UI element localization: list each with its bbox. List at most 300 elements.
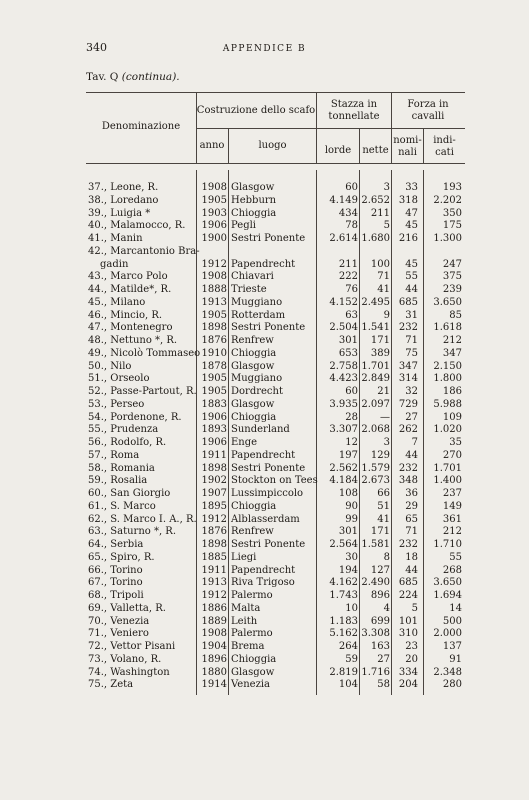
table-row xyxy=(0,564,529,577)
build-place: Sestri Ponente xyxy=(231,233,306,244)
table-row xyxy=(0,538,529,551)
build-year: 1912 xyxy=(201,513,227,525)
running-head: APPENDICE B xyxy=(222,44,307,54)
nominal-hp: 36 xyxy=(405,488,418,499)
table-row xyxy=(0,321,529,334)
nominal-hp: 18 xyxy=(405,551,418,563)
build-place: Hebburn xyxy=(231,194,277,206)
ship-name: 49., Nicolò Tommaseo xyxy=(88,347,201,359)
build-year: 1885 xyxy=(201,551,227,563)
build-place: Sestri Ponente xyxy=(231,462,306,474)
build-year: 1876 xyxy=(201,335,227,346)
build-year: 1886 xyxy=(201,602,227,614)
table-row xyxy=(0,500,529,513)
ship-name: 69., Valletta, R. xyxy=(88,602,166,614)
net-tonnage: 3 xyxy=(383,182,390,193)
table-row xyxy=(0,398,529,411)
indicated-hp: 1.701 xyxy=(433,462,462,474)
net-tonnage: 8 xyxy=(383,551,390,563)
nominal-hp: 334 xyxy=(398,666,418,678)
build-year: 1883 xyxy=(201,398,227,410)
build-year: 1898 xyxy=(201,539,227,550)
table-row xyxy=(0,372,529,385)
header-sub-rule xyxy=(196,128,465,129)
table-row xyxy=(0,474,529,487)
build-place: Rotterdam xyxy=(231,309,286,321)
ship-name: 38., Loredano xyxy=(88,194,159,206)
build-place: Papendrecht xyxy=(231,564,296,576)
ship-name: 39., Luigia * xyxy=(88,207,151,219)
ship-name: 67., Torino xyxy=(88,577,143,589)
table-row xyxy=(0,602,529,615)
net-tonnage: 21 xyxy=(377,386,390,397)
net-tonnage: 9 xyxy=(383,309,390,321)
nominal-hp: 216 xyxy=(398,233,418,244)
build-year: 1905 xyxy=(201,309,227,321)
gross-tonnage: 99 xyxy=(345,513,358,525)
ship-name: 42., Marcantonio Bra- xyxy=(88,245,200,257)
net-tonnage: 389 xyxy=(370,347,390,359)
indicated-hp: 2.150 xyxy=(433,360,462,372)
indicated-hp: 212 xyxy=(442,335,462,346)
table-row xyxy=(0,385,529,398)
nominal-hp: 71 xyxy=(405,335,418,346)
gross-tonnage: 1.183 xyxy=(329,615,358,627)
ship-name: 71., Veniero xyxy=(88,628,149,640)
gross-tonnage: 194 xyxy=(338,564,358,576)
gross-tonnage: 264 xyxy=(338,641,358,652)
gross-tonnage: 653 xyxy=(338,347,358,359)
build-place: Chioggia xyxy=(231,500,277,512)
table-row xyxy=(0,181,529,194)
header-top-rule xyxy=(86,92,465,93)
nominal-hp: 45 xyxy=(405,220,418,232)
ship-name: 58., Romania xyxy=(88,462,155,474)
net-tonnage: — xyxy=(380,411,390,423)
table-row xyxy=(0,525,529,538)
ship-name: 41., Manin xyxy=(88,233,143,244)
nominal-hp: 44 xyxy=(405,449,418,461)
nominal-hp: 23 xyxy=(405,641,418,652)
net-tonnage: 699 xyxy=(370,615,390,627)
table-title xyxy=(86,71,180,83)
build-year: 1898 xyxy=(201,462,227,474)
net-tonnage: 71 xyxy=(377,271,390,283)
build-year: 1900 xyxy=(201,233,227,244)
ship-name: 63., Saturno *, R. xyxy=(88,526,177,538)
ship-name: 74., Washington xyxy=(88,666,170,678)
net-tonnage: 3 xyxy=(383,437,390,448)
build-place: Chioggia xyxy=(231,207,277,219)
build-place: Malta xyxy=(231,602,261,614)
gross-tonnage: 2.614 xyxy=(329,233,358,244)
gross-tonnage: 90 xyxy=(345,500,358,512)
nominal-hp: 310 xyxy=(398,628,418,640)
header-indicati: indi-cati xyxy=(433,135,456,158)
net-tonnage: 41 xyxy=(377,513,390,525)
header-forza: Forza in cavalli xyxy=(407,99,449,122)
table-row xyxy=(0,423,529,436)
nominal-hp: 32 xyxy=(405,386,418,397)
ship-name: 54., Pordenone, R. xyxy=(88,411,182,423)
build-place: Brema xyxy=(231,641,265,652)
gross-tonnage: 222 xyxy=(338,271,358,283)
gross-tonnage: 2.819 xyxy=(329,666,358,678)
indicated-hp: 239 xyxy=(442,284,462,295)
table-row xyxy=(0,449,529,462)
net-tonnage: 129 xyxy=(370,449,390,461)
build-year: 1905 xyxy=(201,373,227,385)
build-year: 1914 xyxy=(201,679,227,691)
build-year: 1912 xyxy=(201,258,227,270)
gross-tonnage: 1.743 xyxy=(329,590,358,601)
indicated-hp: 347 xyxy=(442,347,462,359)
build-place: Renfrew xyxy=(231,526,274,538)
indicated-hp: 1.618 xyxy=(433,322,462,334)
net-tonnage: 4 xyxy=(383,602,390,614)
gross-tonnage: 10 xyxy=(345,602,358,614)
page-number: 340 xyxy=(86,41,107,54)
gross-tonnage: 30 xyxy=(345,551,358,563)
build-year: 1876 xyxy=(201,526,227,538)
build-year: 1898 xyxy=(201,322,227,334)
ship-name: 48., Nettuno *, R. xyxy=(88,335,178,346)
gross-tonnage: 60 xyxy=(345,182,358,193)
build-year: 1908 xyxy=(201,182,227,193)
build-place: Chioggia xyxy=(231,411,277,423)
indicated-hp: 85 xyxy=(449,309,462,321)
nominal-hp: 33 xyxy=(405,182,418,193)
nominal-hp: 232 xyxy=(398,539,418,550)
gross-tonnage: 2.758 xyxy=(329,360,358,372)
indicated-hp: 1.020 xyxy=(433,424,462,436)
nominal-hp: 224 xyxy=(398,590,418,601)
ship-name: 66., Torino xyxy=(88,564,143,576)
table-row xyxy=(0,640,529,653)
table-row xyxy=(0,270,529,283)
table-row xyxy=(0,666,529,679)
build-year: 1907 xyxy=(201,488,227,499)
build-place: Venezia xyxy=(231,679,271,691)
net-tonnage: 2.652 xyxy=(361,194,390,206)
build-year: 1888 xyxy=(201,284,227,295)
net-tonnage: 41 xyxy=(377,284,390,295)
net-tonnage: 58 xyxy=(377,679,390,691)
net-tonnage: 896 xyxy=(370,590,390,601)
net-tonnage: 51 xyxy=(377,500,390,512)
net-tonnage: 1.716 xyxy=(361,666,390,678)
ship-name: 62., S. Marco I. A., R. xyxy=(88,513,197,525)
header-bottom-rule xyxy=(86,163,465,164)
indicated-hp: 270 xyxy=(442,449,462,461)
gross-tonnage: 211 xyxy=(338,258,358,270)
build-place: Glasgow xyxy=(231,360,275,372)
header-anno: anno xyxy=(199,140,225,151)
ship-name: 57., Roma xyxy=(88,449,140,461)
nominal-hp: 685 xyxy=(398,296,418,308)
table-row xyxy=(0,576,529,589)
table-row xyxy=(0,627,529,640)
build-year: 1889 xyxy=(201,615,227,627)
nominal-hp: 262 xyxy=(398,424,418,436)
build-place: Riva Trigoso xyxy=(231,577,295,589)
net-tonnage: 66 xyxy=(377,488,390,499)
build-year: 1908 xyxy=(201,628,227,640)
build-place: Muggiano xyxy=(231,296,283,308)
table-row xyxy=(0,194,529,207)
ship-name: 47., Montenegro xyxy=(88,322,173,334)
header-denominazione: Denominazione xyxy=(101,121,181,132)
gross-tonnage: 60 xyxy=(345,386,358,397)
ship-name: 50., Nilo xyxy=(88,360,132,372)
table-row xyxy=(0,487,529,500)
gross-tonnage: 108 xyxy=(338,488,358,499)
build-place: Dordrecht xyxy=(231,386,283,397)
indicated-hp: 237 xyxy=(442,488,462,499)
table-row xyxy=(0,653,529,666)
ship-name: 45., Milano xyxy=(88,296,146,308)
ship-name: gadin xyxy=(100,258,129,270)
indicated-hp: 1.400 xyxy=(433,475,462,487)
net-tonnage: 5 xyxy=(383,220,390,232)
ship-name: 68., Tripoli xyxy=(88,590,144,601)
table-row xyxy=(0,258,529,271)
net-tonnage: 27 xyxy=(377,653,390,665)
nominal-hp: 44 xyxy=(405,284,418,295)
nominal-hp: 44 xyxy=(405,564,418,576)
nominal-hp: 318 xyxy=(398,194,418,206)
build-year: 1912 xyxy=(201,590,227,601)
nominal-hp: 101 xyxy=(398,615,418,627)
nominal-hp: 55 xyxy=(405,271,418,283)
nominal-hp: 27 xyxy=(405,411,418,423)
header-costruzione: Costruzione dello scafo xyxy=(196,105,316,116)
table-row xyxy=(0,334,529,347)
indicated-hp: 1.800 xyxy=(433,373,462,385)
ship-name: 61., S. Marco xyxy=(88,500,156,512)
nominal-hp: 347 xyxy=(398,360,418,372)
table-row xyxy=(0,551,529,564)
gross-tonnage: 434 xyxy=(338,207,358,219)
build-year: 1896 xyxy=(201,653,227,665)
build-year: 1910 xyxy=(201,347,227,359)
build-year: 1906 xyxy=(201,437,227,448)
build-place: Muggiano xyxy=(231,373,283,385)
header-nominali: nomi-nali xyxy=(393,135,422,158)
indicated-hp: 280 xyxy=(442,679,462,691)
ship-name: 72., Vettor Pisani xyxy=(88,641,176,652)
nominal-hp: 71 xyxy=(405,526,418,538)
table-row xyxy=(0,360,529,373)
gross-tonnage: 4.162 xyxy=(329,577,358,589)
gross-tonnage: 4.184 xyxy=(329,475,358,487)
table-row xyxy=(0,513,529,526)
net-tonnage: 2.495 xyxy=(361,296,390,308)
build-year: 1895 xyxy=(201,500,227,512)
build-year: 1878 xyxy=(201,360,227,372)
build-place: Chioggia xyxy=(231,347,277,359)
build-year: 1906 xyxy=(201,411,227,423)
build-place: Renfrew xyxy=(231,335,274,346)
indicated-hp: 1.694 xyxy=(433,590,462,601)
nominal-hp: 29 xyxy=(405,500,418,512)
table-row xyxy=(0,232,529,245)
gross-tonnage: 5.162 xyxy=(329,628,358,640)
table-row xyxy=(0,615,529,628)
build-year: 1880 xyxy=(201,666,227,678)
nominal-hp: 45 xyxy=(405,258,418,270)
gross-tonnage: 2.564 xyxy=(329,539,358,550)
indicated-hp: 1.300 xyxy=(433,233,462,244)
nominal-hp: 7 xyxy=(411,437,418,448)
indicated-hp: 247 xyxy=(442,258,462,270)
build-place: Stockton on Tees xyxy=(231,475,318,487)
nominal-hp: 65 xyxy=(405,513,418,525)
nominal-hp: 20 xyxy=(405,653,418,665)
nominal-hp: 314 xyxy=(398,373,418,385)
table-row xyxy=(0,589,529,602)
net-tonnage: 1.579 xyxy=(361,462,390,474)
build-year: 1913 xyxy=(201,577,227,589)
ship-name: 75., Zeta xyxy=(88,679,134,691)
build-year: 1911 xyxy=(201,449,227,461)
gross-tonnage: 301 xyxy=(338,335,358,346)
build-place: Sestri Ponente xyxy=(231,322,306,334)
nominal-hp: 348 xyxy=(398,475,418,487)
table-row xyxy=(0,219,529,232)
net-tonnage: 171 xyxy=(370,526,390,538)
net-tonnage: 127 xyxy=(370,564,390,576)
ship-name: 64., Serbia xyxy=(88,539,144,550)
ship-name: 44., Matilde*, R. xyxy=(88,284,172,295)
table-row xyxy=(0,283,529,296)
table-row xyxy=(0,411,529,424)
gross-tonnage: 12 xyxy=(345,437,358,448)
net-tonnage: 1.581 xyxy=(361,539,390,550)
build-place: Papendrecht xyxy=(231,449,296,461)
nominal-hp: 685 xyxy=(398,577,418,589)
net-tonnage: 1.680 xyxy=(361,233,390,244)
build-year: 1904 xyxy=(201,641,227,652)
nominal-hp: 204 xyxy=(398,679,418,691)
ship-name: 53., Perseo xyxy=(88,398,145,410)
gross-tonnage: 197 xyxy=(338,449,358,461)
build-year: 1906 xyxy=(201,220,227,232)
build-year: 1905 xyxy=(201,194,227,206)
net-tonnage: 211 xyxy=(370,207,390,219)
header-nette: nette xyxy=(362,145,389,156)
ship-name: 60., San Giorgio xyxy=(88,488,171,499)
table-row xyxy=(0,296,529,309)
net-tonnage: 1.701 xyxy=(361,360,390,372)
table-row xyxy=(0,347,529,360)
build-year: 1893 xyxy=(201,424,227,436)
table-title-note: (continua). xyxy=(121,71,180,83)
table-row xyxy=(0,207,529,220)
indicated-hp: 35 xyxy=(449,437,462,448)
ship-name: 46., Mincio, R. xyxy=(88,309,163,321)
indicated-hp: 268 xyxy=(442,564,462,576)
build-place: Liegi xyxy=(231,551,257,563)
indicated-hp: 175 xyxy=(442,220,462,232)
gross-tonnage: 28 xyxy=(345,411,358,423)
gross-tonnage: 104 xyxy=(338,679,358,691)
indicated-hp: 55 xyxy=(449,551,462,563)
ship-name: 59., Rosalia xyxy=(88,475,148,487)
gross-tonnage: 63 xyxy=(345,309,358,321)
indicated-hp: 212 xyxy=(442,526,462,538)
net-tonnage: 1.541 xyxy=(361,322,390,334)
gross-tonnage: 2.504 xyxy=(329,322,358,334)
ship-name: 37., Leone, R. xyxy=(88,182,159,193)
gross-tonnage: 59 xyxy=(345,653,358,665)
table-title-label: Tav. Q xyxy=(86,71,119,83)
indicated-hp: 350 xyxy=(442,207,462,219)
gross-tonnage: 4.423 xyxy=(329,373,358,385)
ship-name: 65., Spiro, R. xyxy=(88,551,155,563)
gross-tonnage: 3.307 xyxy=(329,424,358,436)
net-tonnage: 2.068 xyxy=(361,424,390,436)
build-place: Sunderland xyxy=(231,424,290,436)
nominal-hp: 75 xyxy=(405,347,418,359)
indicated-hp: 14 xyxy=(449,602,462,614)
net-tonnage: 2.097 xyxy=(361,398,390,410)
indicated-hp: 2.000 xyxy=(433,628,462,640)
gross-tonnage: 78 xyxy=(345,220,358,232)
build-place: Enge xyxy=(231,437,258,448)
ship-name: 52., Passe-Partout, R. xyxy=(88,386,197,397)
table-row xyxy=(0,436,529,449)
table-row xyxy=(0,678,529,691)
indicated-hp: 109 xyxy=(442,411,462,423)
ship-name: 73., Volano, R. xyxy=(88,653,162,665)
gross-tonnage: 3.935 xyxy=(329,398,358,410)
gross-tonnage: 4.149 xyxy=(329,194,358,206)
build-place: Chioggia xyxy=(231,653,277,665)
build-place: Chiavari xyxy=(231,271,274,283)
indicated-hp: 3.650 xyxy=(433,577,462,589)
nominal-hp: 232 xyxy=(398,322,418,334)
table-row xyxy=(0,309,529,322)
indicated-hp: 500 xyxy=(442,615,462,627)
build-year: 1902 xyxy=(201,475,227,487)
net-tonnage: 2.849 xyxy=(361,373,390,385)
build-year: 1908 xyxy=(201,271,227,283)
nominal-hp: 5 xyxy=(411,602,418,614)
ship-name: 70., Venezia xyxy=(88,615,150,627)
indicated-hp: 137 xyxy=(442,641,462,652)
gross-tonnage: 2.562 xyxy=(329,462,358,474)
net-tonnage: 163 xyxy=(370,641,390,652)
table-row xyxy=(0,462,529,475)
build-place: Glasgow xyxy=(231,182,275,193)
header-lorde: lorde xyxy=(324,145,352,156)
ship-name: 40., Malamocco, R. xyxy=(88,220,186,232)
build-year: 1905 xyxy=(201,386,227,397)
build-place: Glasgow xyxy=(231,666,275,678)
indicated-hp: 149 xyxy=(442,500,462,512)
net-tonnage: 2.490 xyxy=(361,577,390,589)
build-year: 1903 xyxy=(201,207,227,219)
build-place: Palermo xyxy=(231,628,273,640)
header-stazza: Stazza in tonnellate xyxy=(328,99,380,122)
gross-tonnage: 76 xyxy=(345,284,358,295)
indicated-hp: 186 xyxy=(442,386,462,397)
build-place: Trieste xyxy=(231,284,267,295)
gross-tonnage: 301 xyxy=(338,526,358,538)
net-tonnage: 3.308 xyxy=(361,628,390,640)
header-luogo: luogo xyxy=(258,140,287,151)
